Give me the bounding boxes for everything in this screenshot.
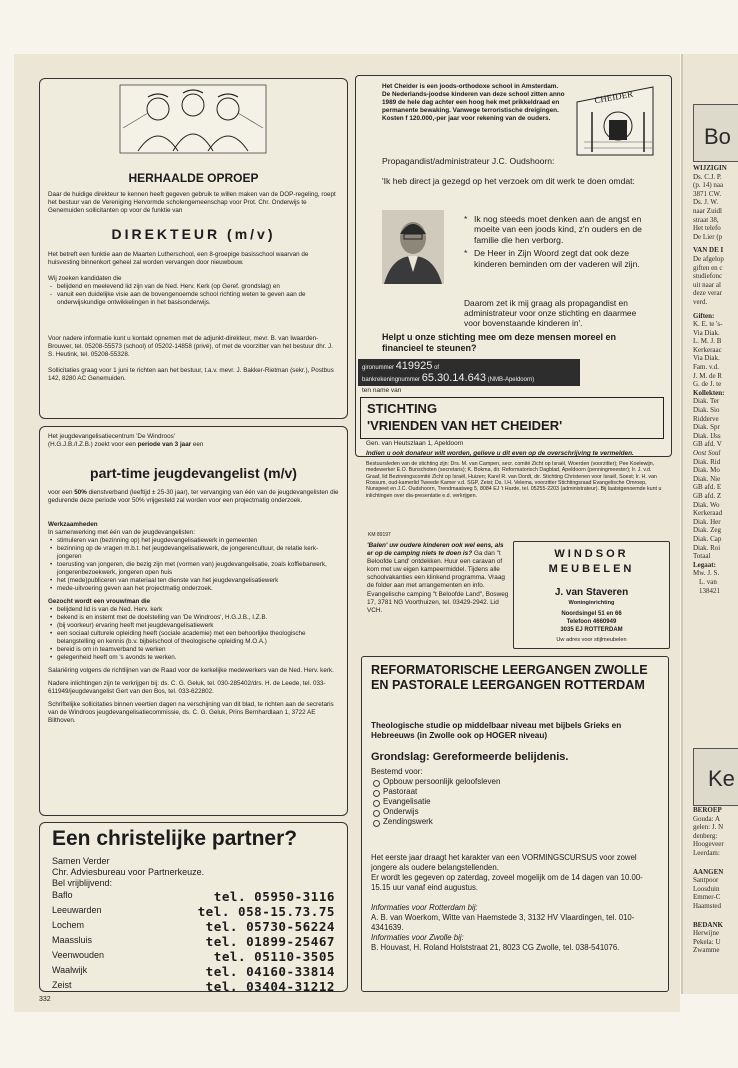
windsor-address: Noordsingel 51 en 66 (561, 611, 622, 617)
adjacent-line: Diak. Wo (693, 500, 720, 509)
partner-line: Chr. Adviesbureau voor Partnerkeuze. (52, 867, 205, 877)
adjacent-line: GB afd. V (693, 440, 722, 449)
jeugd-intro-line (48, 441, 339, 449)
adjacent-line: GB afd. E (693, 483, 722, 492)
leergangen-ad (361, 656, 669, 992)
adjacent-line: studiefonc (693, 272, 723, 281)
adjacent-line: VAN DE I (693, 246, 724, 255)
adjacent-line: Mw. J. S. (693, 569, 720, 578)
adjacent-line: Ds. C.J. P. (693, 172, 722, 181)
phone-row (52, 919, 335, 934)
list-item: Evangelisatie (380, 797, 500, 807)
leergangen-info-label: Informaties voor Zwolle bij: (371, 933, 464, 942)
adjacent-line: De afgelop (693, 254, 724, 263)
phone-city: Waalwijk (52, 965, 88, 975)
bank-suffix: (NMB-Apeldoorn) (487, 377, 535, 383)
windsor-sub: Woninginrichting (568, 600, 615, 606)
adjacent-line: Oost Soul (693, 449, 721, 457)
list-item: Zendingswerk (380, 817, 500, 827)
phone-row (52, 904, 335, 919)
cheider-appeal: Helpt u onze stichting mee om deze mensen moreel en financieel te steunen? (382, 332, 617, 353)
adjacent-heading: Bo (704, 124, 731, 149)
leergangen-paragraph: Er wordt les gegeven op zaterdag, zoveel mogelijk om de 14 dagen van 10.00-15.15 uur vanaf eind augustus. (371, 873, 643, 892)
oproep-heading: HERHAALDE OPROEP (128, 171, 259, 185)
phone-row (52, 949, 335, 964)
cheider-address: Gen. van Heutszlaan 1, Apeldoorn (366, 440, 464, 447)
adjacent-line: BEROEP (693, 806, 722, 814)
windsor-address: Telefoon 4660949 (566, 619, 617, 625)
list-item: Opbouw persoonlijk geloofsleven (380, 777, 500, 787)
adjacent-line: deze verar (693, 289, 722, 298)
list-item: • bezinning op de vragen m.b.t. het jeugdevangelisatiewerk, de jongerencultuur, de relatie kerk-jongeren (57, 545, 339, 561)
windsor-address: 3035 EJ ROTTERDAM (560, 627, 623, 633)
giro-label: gironummer (362, 365, 395, 371)
cheider-donor: Indien u ook donateur wilt worden, gelieve u dit even op de overschrijving te vermelden. (366, 450, 634, 457)
list-item: • toerusting van jongeren, die bezig zijn met (vormen van) jeugdevangelisatie, zoals koffiebarwerk, jongerenbezoekwerk, jongeren open huis (57, 561, 339, 577)
adjacent-line: denberg: (693, 831, 718, 840)
belooft-ad (367, 542, 509, 615)
phone-city: Lochem (52, 920, 85, 930)
cheider-reasons (464, 214, 656, 269)
jeugd-tasks-head: Werkzaamheden (48, 521, 98, 528)
list-item: • stimuleren van (bezinning op) het jeugdevangelisatiewerk in gemeenten (57, 537, 339, 545)
phone-row (52, 889, 335, 904)
partner-title: Een christelijke partner? (52, 827, 298, 850)
list-item: • gelegenheid heeft om 's avonds te werken. (57, 654, 339, 662)
phone-row (52, 979, 335, 992)
oproep-ad (39, 78, 348, 419)
jeugdevangelist-ad (39, 426, 348, 816)
bank-label: bankrekeningnummer (362, 377, 421, 383)
belooft-text (367, 542, 509, 591)
jeugd-info: Nadere inlichtingen zijn te verkrijgen bij: ds. C. G. Geluk, tel. 030-285402/drs. H. de Leede, tel. 033-611949/jeugdevangelist Gert van den Bos, tel. 033-622802. (48, 680, 326, 695)
jeugd-period: periode van 3 jaar (137, 441, 192, 448)
adjacent-line: gelen: J. N (693, 823, 724, 832)
adjacent-line: Loosduin (693, 884, 720, 893)
phone-number: tel. 03404-31212 (205, 979, 335, 992)
reformers-illustration (118, 83, 268, 155)
oproep-contact: Voor nadere informatie kunt u kontakt opnemen met de adjunkt-direkteur, mevr. B. van Iwaarden-Brouwer, tel. 05208-55573 (school) of 05202-14858 (privé), of met de voorzitter van het bestuur dhr. J. S. Heutink, tel. 05208-55328. (48, 335, 333, 358)
adjacent-line: Diak. Nie (693, 474, 721, 483)
cheider-quote: 'Ik heb direct ja gezegd op het verzoek om dit werk te doen omdat: (382, 176, 635, 186)
phone-number: tel. 01899-25467 (205, 934, 335, 949)
windsor-tagline: Uw adres voor stijlmeubelen (556, 637, 627, 643)
giro-number: 419925 (395, 360, 433, 372)
leergangen-sub: Theologische studie op middelbaar niveau met bijbels Grieks en Hebreeuws (in Zwolle ook op HOGER niveau) (371, 721, 622, 741)
phone-number: tel. 05950-3116 (213, 889, 335, 904)
adjacent-line: Het telefo (693, 224, 721, 233)
windsor-name: J. van Staveren (554, 587, 629, 598)
list-item: Onderwijs (380, 807, 500, 817)
adjacent-line: Diak. Rid (693, 457, 721, 466)
adjacent-line: Giften: (693, 311, 715, 320)
leergangen-body (371, 853, 659, 953)
adjacent-line: Diak. Sio (693, 406, 720, 415)
adjacent-line: Diak. Zeg (693, 526, 721, 535)
reason-text: Ik nog steeds moet denken aan de angst en moeite van een joods kind, z'n ouders en de familie die hen verborg. (474, 214, 642, 245)
adjacent-line: G. de J. te (693, 380, 722, 389)
list-item: • het (mede)publiceren van materiaal ten dienste van het jeugdevangelisatiewerk (57, 577, 339, 585)
oproep-wanted-intro: Wij zoeken kandidaten die (48, 275, 122, 282)
belooft-address: Evangelische camping "t Beloofde Land", Bosweg 17, 3781 NG Voorthuizen, tel. 03429-2942. Lid VCH. (367, 590, 509, 614)
phone-number: tel. 058-15.73.75 (197, 904, 335, 919)
jeugd-salary: Salariëring volgens de richtlijnen van de Raad voor de kerkelijke medewerkers van de Ned. Herv. kerk. (48, 667, 334, 674)
phone-city: Zeist (52, 980, 72, 990)
adjacent-line: Emmer-C (693, 893, 721, 902)
giro-line (362, 360, 439, 372)
adjacent-line: giften en c (693, 263, 723, 272)
cheider-details (366, 440, 666, 499)
cheider-propagandist: Propagandist/administrateur J.C. Oudshoorn: (382, 156, 555, 166)
list-item: • belijdend lid is van de Ned. Herv. kerk (57, 606, 339, 614)
adjacent-line: Diak. Spr (693, 423, 720, 432)
adjacent-column (693, 806, 724, 955)
oproep-solicit: Sollicitaties graag voor 1 juni te richten aan het bestuur, t.a.v. mevr. J. Bakker-Rietman (sekr.), Postbus 142, 8280 AC Genemuiden. (48, 367, 334, 382)
adjacent-line: Totaal (693, 552, 711, 561)
adjacent-line: verd. (693, 297, 708, 306)
adjacent-heading-box (693, 104, 738, 162)
adjacent-page-strip (681, 54, 738, 994)
adjacent-line: Kollekten: (693, 388, 725, 397)
list-item: • bekend is en instemt met de doelstelling van 'De Windroos', H.G.J.B., I.Z.B. (57, 614, 339, 622)
phone-row (52, 934, 335, 949)
adjacent-line: Hoogeveer (693, 840, 724, 849)
adjacent-line: (p. 14) naa (693, 181, 724, 190)
partner-phone-list (52, 889, 335, 992)
adjacent-line: uit naar al (693, 280, 721, 289)
adjacent-line: Legaat: (693, 560, 716, 569)
adjacent-line: Kerkeraad (693, 509, 723, 518)
cheider-logo-text: CHEIDER (593, 88, 634, 106)
partner-line: Bel vrijblijvend: (52, 878, 113, 888)
adjacent-line: Diak. Her (693, 517, 721, 526)
adjacent-line: L. M. J. B (693, 337, 722, 346)
giro-bar (358, 359, 580, 386)
windsor-line: MEUBELEN (548, 563, 635, 575)
phone-city: Maassluis (52, 935, 93, 945)
jeugd-intro-text: een (191, 441, 204, 448)
list-item: • een sociaal culturele opleiding heeft (sociale academie) met een behoorlijke theologische belangstelling en kennis (b.v. bijbelschool of theologische opleiding M.O.A.) (57, 630, 339, 646)
oproep-wanted (48, 275, 339, 307)
phone-number: tel. 05110-3505 (213, 949, 335, 964)
cheider-closing: Daarom zet ik mij graag als propagandist en administrateur voor onze stichting en daarmee voor bovenstaande kinderen in'. (464, 298, 637, 329)
portrait-photo (382, 210, 444, 284)
adjacent-line: straat 38, (693, 215, 719, 224)
adjacent-line: Via Diak. (693, 354, 720, 363)
adjacent-line: BEDANK (693, 920, 723, 929)
adjacent-line: Via Diak. (693, 328, 720, 337)
phone-city: Veenwouden (52, 950, 105, 960)
adjacent-column (693, 164, 727, 595)
adjacent-line: 3871 CW. (693, 189, 722, 198)
jeugd-intro-line: Het jeugdevangelisatiecentrum 'De Windroos' (48, 433, 176, 440)
phone-number: tel. 05730-56224 (205, 919, 335, 934)
phone-number: tel. 04160-33814 (205, 964, 335, 979)
adjacent-line: Santpoor (693, 876, 719, 885)
list-item: - vanuit een duidelijke visie aan de bovengenoemde school richting weten te geven aan de onderwijskundige ontwikkelingen in het basisonderwijs. (57, 291, 339, 307)
jeugd-desc (48, 489, 339, 505)
adjacent-line: K. E. te 's- (693, 320, 723, 329)
partner-line: Samen Verder (52, 856, 110, 866)
stichting-box (360, 397, 664, 439)
list-item: • bereid is om in teamverband te werken (57, 646, 339, 654)
adjacent-line: GB afd. Z (693, 491, 722, 500)
bank-line (362, 372, 534, 384)
adjacent-line: Ridderve (693, 414, 719, 423)
jeugd-desc-text: dienstverband (leeftijd ± 25-30 jaar), ter vervanging van één van de jeugdevangelisten die gedurende deze periode voor 50% vrijgesteld zal worden voor een projectmatig onderzoek. (48, 489, 339, 504)
cheider-ad (355, 75, 672, 457)
jeugd-title: part-time jeugdevangelist (m/v) (90, 465, 297, 481)
phone-city: Baflo (52, 890, 73, 900)
leergangen-title: REFORMATORISCHE LEERGANGEN ZWOLLE EN PASTORALE LEERGANGEN ROTTERDAM (371, 663, 648, 692)
oproep-body: Het betreft een funktie aan de Maarten Lutherschool, een 8-groepige basisschool waarvan de huisvesting binnenkort geheel zal worden vervangen door nieuwbouw. (48, 251, 309, 266)
jeugd-tasks (48, 521, 339, 725)
phone-row (52, 964, 335, 979)
list-item: • mede-uitvoering geven aan het projectmatig onderzoek. (57, 585, 339, 593)
page-number: 332 (39, 996, 51, 1003)
adjacent-line: Diak. Ter (693, 397, 720, 406)
jeugd-intro-text: (H.G.J.B./I.Z.B.) zoekt voor een (48, 441, 138, 448)
adjacent-heading-box (693, 748, 738, 806)
adjacent-line: 138421 (699, 586, 720, 595)
adjacent-line: Diak. Roi (693, 543, 721, 552)
adjacent-line: Gouda: A (693, 814, 721, 823)
cheider-code: KM 89197 (368, 532, 391, 538)
reason-text: De Heer in Zijn Woord zegt dat ook deze kinderen beminden om der vaderen wil zijn. (474, 248, 640, 269)
adjacent-line: Fam. v.d. (693, 363, 719, 372)
partner-ad (39, 822, 348, 992)
adjacent-line: Zwamme (693, 946, 720, 955)
list-item: * De Heer in Zijn Woord zegt dat ook deze kinderen beminden om der vaderen wil zijn. (464, 248, 640, 269)
leergangen-list-head: Bestemd voor: (371, 767, 423, 776)
adjacent-line: Haamsted (693, 901, 721, 910)
phone-city: Leeuwarden (52, 905, 102, 915)
leergangen-info: B. Houvast, H. Roland Holststraat 21, 8023 CG Zwolle, tel. 038-541076. (371, 943, 620, 952)
adjacent-line: AANGEN (693, 867, 724, 876)
stichting-line: STICHTING (367, 401, 438, 416)
name-label: ten name van (362, 387, 402, 394)
leergangen-list (371, 767, 500, 827)
belooft-body: Ga dan "t Beloofde Land' ontdekken. Huur een caravan of kom met uw eigen kampeermiddel. Tijdens alle schoolvakanties een klinkend programma. Vraag de folder aan met arrangementen en info. (367, 550, 505, 590)
cheider-board: Bestuursleden van de stichting zijn: Drs. M. van Campen, secr. comité Zicht op Israël, Woerden (voorzitter); Pee Koelewijn, medewerker E.O. Bunschoten (secretaris); K. Bokma, dir. Reformatorisch Dagblad, Apeldoorn (penningmeester); Ir. J. v.d. Graaf, lid Bezinningscomité Zicht op Israël, Huizen; Karel R. van Dordt, dir. Stichting Christenen voor Israël, Soest; Ir. H. van Rossum, oud-kamerlid Tweede Kamer v.d. SGP, Zeist; Ds. I.H. Velema, voorzitter Stichtingsraad Evangelische Omroep, Nunspeet en J.C. Oudshoorn, Trendmaatweg 5, 8084 EJ 't Harde, tel. 05255-2203 (administrateur). Bij laatstgenoemde kunt u inlichtingen over dia-presentatie e.d. verkrijgen. (366, 460, 662, 499)
leergangen-info: A. B. van Woerkom, Witte van Haemstede 3, 3132 HV Vlaardingen, tel. 010-4341639. (371, 913, 635, 932)
adjacent-line: Pekela: U (693, 937, 721, 946)
adjacent-line: Leerdam: (693, 848, 720, 857)
adjacent-line: L. van (699, 577, 717, 586)
jeugd-solicit: Schriftelijke sollicitaties binnen veertien dagen na verschijning van dit blad, te richten aan de secretaris van de Windroos jeugdevangelisatiecommissie, ds. C. G. Geluk, Prins Bernhardlaan 1, 3722 AE Bilthoven. (48, 701, 334, 724)
list-item: * Ik nog steeds moet denken aan de angst en moeite van een joods kind, z'n ouders en de familie die hen verborg. (464, 214, 642, 245)
giro-of: of (434, 365, 440, 371)
stichting-line: 'VRIENDEN VAN HET CHEIDER' (367, 418, 563, 433)
jeugd-tasks-intro: In samenwerking met één van de jeugdevangelisten: (48, 529, 196, 536)
adjacent-line: Ds. J. W. (693, 198, 719, 207)
jeugd-intro (48, 433, 339, 449)
list-item: - belijdend en meelevend lid zijn van de Ned. Herv. Kerk (op Geref. grondslag) en (57, 283, 339, 291)
jeugd-desc-text: voor een (48, 489, 75, 496)
adjacent-line: Kerkeraac (693, 345, 722, 354)
adjacent-line: Diak. Mo (693, 466, 720, 475)
adjacent-line: Diak. Cap (693, 534, 722, 543)
adjacent-line: Herwijne (693, 929, 720, 938)
list-item: • (bij voorkeur) ervaring heeft met jeugdevangelisatiewerk (57, 622, 339, 630)
adjacent-line: naar Zuidl (693, 206, 722, 215)
adjacent-line: WIJZIGIN (693, 164, 727, 172)
windsor-ad (513, 541, 670, 649)
adjacent-line: J. M. de R (693, 371, 722, 380)
cheider-intro: Het Cheider is een joods-orthodoxe school in Amsterdam. De Nederlands-joodse kinderen van deze school zitten anno 1989 de hele dag achter een hoog hek met prikkeldraad en permanente bewaking. Vanwege terroristische dreigingen. Kosten f 120.000,-per jaar voor rekening van de ouders. (382, 83, 565, 123)
partner-lines (52, 856, 204, 889)
leergangen-paragraph: Het eerste jaar draagt het karakter van een VORMINGSCURSUS voor zowel jongere als oudere belangstellenden. (371, 853, 637, 872)
windsor-line: WINDSOR (554, 548, 629, 560)
oproep-intro: Daar de huidige direkteur te kennen heeft gegeven gebruik te willen maken van de DOP-regeling, roept het bestuur van de Vereniging Hervormde scholengemeenschap voor Prot. Chr. Onderwijs te Genemuiden sollicitanten op voor de funktie van (48, 191, 336, 214)
adjacent-line: De Lier (p (693, 232, 723, 241)
jeugd-percentage: 50% (74, 489, 87, 496)
jeugd-wanted-head: Gezocht wordt een vrouw/man die (48, 598, 151, 605)
leergangen-grondslag: Grondslag: Gereformeerde belijdenis. (371, 751, 569, 763)
adjacent-line: Diak. IJss (693, 431, 721, 440)
bank-number: 65.30.14.643 (421, 372, 486, 384)
adjacent-heading: Ke (708, 766, 735, 791)
belooft-headline: 'Balen' uw oudere kinderen ook wel eens, als er op de camping niets te doen is? (367, 542, 504, 558)
cheider-logo (574, 82, 656, 158)
list-item: Pastoraat (380, 787, 500, 797)
leergangen-info-label: Informaties voor Rotterdam bij: (371, 903, 478, 912)
oproep-title: DIREKTEUR (m/v) (111, 226, 276, 242)
